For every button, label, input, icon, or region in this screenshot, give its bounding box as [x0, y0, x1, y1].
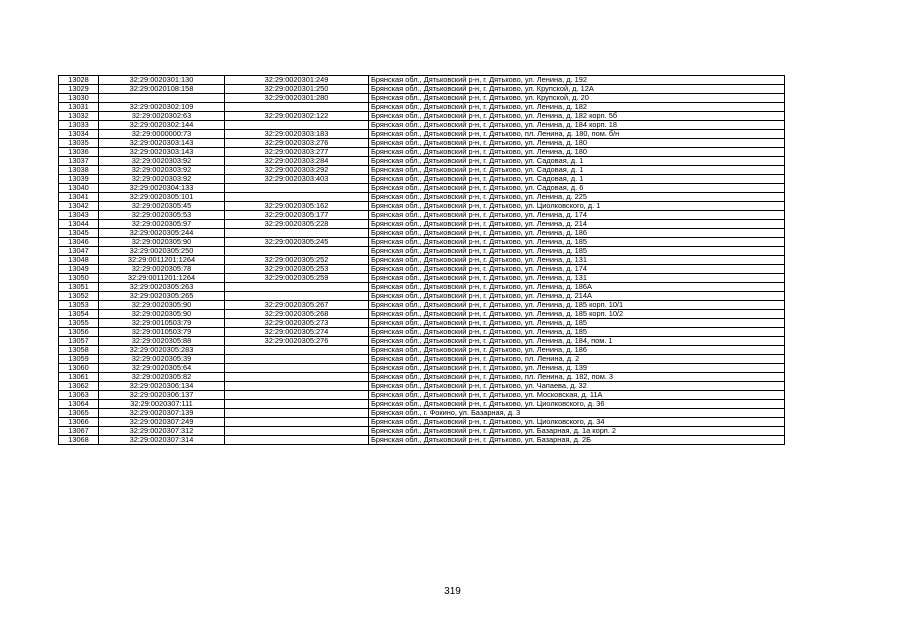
row-number-cell: 13034 [59, 130, 99, 139]
cadastral-number-cell: 32:29:0020305:88 [99, 337, 225, 346]
related-cadastral-number-cell: 32:29:0020301:280 [225, 94, 369, 103]
row-number-cell: 13038 [59, 166, 99, 175]
cadastral-number-cell: 32:29:0020305:283 [99, 346, 225, 355]
table-row [59, 76, 785, 85]
related-cadastral-number-cell [225, 346, 369, 355]
table-row [59, 283, 785, 292]
page-number: 319 [444, 586, 461, 597]
related-cadastral-number-cell: 32:29:0020303:292 [225, 166, 369, 175]
table-row [59, 274, 785, 283]
cadastral-number-cell: 32:29:0020305:250 [99, 247, 225, 256]
cadastral-number-cell: 32:29:0020303:143 [99, 139, 225, 148]
table-row [59, 265, 785, 274]
table-row [59, 319, 785, 328]
table-row [59, 310, 785, 319]
cadastral-number-cell: 32:29:0020305:64 [99, 364, 225, 373]
address-cell: Брянская обл., Дятьковский р-н, г. Дятьково, ул. Ленина, д. 185 [369, 319, 785, 328]
row-number-cell: 13047 [59, 247, 99, 256]
table-row [59, 166, 785, 175]
property-table [58, 75, 785, 445]
row-number-cell: 13068 [59, 436, 99, 445]
row-number-cell: 13056 [59, 328, 99, 337]
related-cadastral-number-cell: 32:29:0020305:252 [225, 256, 369, 265]
cadastral-number-cell: 32:29:0020307:312 [99, 427, 225, 436]
table-row [59, 85, 785, 94]
table-row [59, 364, 785, 373]
related-cadastral-number-cell [225, 355, 369, 364]
address-cell: Брянская обл., Дятьковский р-н, г. Дятьково, ул. Ленина, д. 185 [369, 328, 785, 337]
table-row [59, 409, 785, 418]
row-number-cell: 13039 [59, 175, 99, 184]
address-cell: Брянская обл., Дятьковский р-н, г. Дятьково, ул. Ленина, д. 186А [369, 283, 785, 292]
table-row [59, 112, 785, 121]
row-number-cell: 13063 [59, 391, 99, 400]
cadastral-number-cell: 32:29:0020305:101 [99, 193, 225, 202]
cadastral-number-cell: 32:29:0020305:90 [99, 310, 225, 319]
table-row [59, 139, 785, 148]
address-cell: Брянская обл., Дятьковский р-н, г. Дятьково, ул. Садовая, д. 1 [369, 175, 785, 184]
cadastral-number-cell: 32:29:0020305:82 [99, 373, 225, 382]
row-number-cell: 13053 [59, 301, 99, 310]
address-cell: Брянская обл., Дятьковский р-н, г. Дятьково, ул. Крупской, д. 12А [369, 85, 785, 94]
row-number-cell: 13035 [59, 139, 99, 148]
row-number-cell: 13032 [59, 112, 99, 121]
related-cadastral-number-cell [225, 400, 369, 409]
cadastral-number-cell: 32:29:0020302:144 [99, 121, 225, 130]
related-cadastral-number-cell [225, 247, 369, 256]
table-row [59, 184, 785, 193]
address-cell: Брянская обл., Дятьковский р-н, г. Дятьково, ул. Ленина, д. 174 [369, 265, 785, 274]
row-number-cell: 13060 [59, 364, 99, 373]
cadastral-number-cell: 32:29:0020305:90 [99, 238, 225, 247]
cadastral-number-cell: 32:29:0020307:139 [99, 409, 225, 418]
address-cell: Брянская обл., Дятьковский р-н, г. Дятьково, ул. Ленина, д. 185 [369, 238, 785, 247]
row-number-cell: 13045 [59, 229, 99, 238]
related-cadastral-number-cell [225, 427, 369, 436]
row-number-cell: 13033 [59, 121, 99, 130]
address-cell: Брянская обл., Дятьковский р-н, г. Дятьково, ул. Циолковского, д. 36 [369, 400, 785, 409]
address-cell: Брянская обл., Дятьковский р-н, г. Дятьково, ул. Московская, д. 11А [369, 391, 785, 400]
address-cell: Брянская обл., Дятьковский р-н, г. Дятьково, ул. Ленина, д. 214 [369, 220, 785, 229]
row-number-cell: 13055 [59, 319, 99, 328]
address-cell: Брянская обл., Дятьковский р-н, г. Дятьково, ул. Ленина, д. 131 [369, 274, 785, 283]
table-row [59, 130, 785, 139]
table-row [59, 211, 785, 220]
table-row [59, 292, 785, 301]
cadastral-number-cell: 32:29:0020305:45 [99, 202, 225, 211]
table-row [59, 382, 785, 391]
related-cadastral-number-cell [225, 382, 369, 391]
related-cadastral-number-cell: 32:29:0020301:250 [225, 85, 369, 94]
table-row [59, 157, 785, 166]
cadastral-number-cell: 32:29:0020303:92 [99, 175, 225, 184]
related-cadastral-number-cell: 32:29:0020303:183 [225, 130, 369, 139]
row-number-cell: 13031 [59, 103, 99, 112]
table-row [59, 355, 785, 364]
related-cadastral-number-cell [225, 229, 369, 238]
address-cell: Брянская обл., Дятьковский р-н, г. Дятьково, пл. Ленина, д. 2 [369, 355, 785, 364]
row-number-cell: 13067 [59, 427, 99, 436]
row-number-cell: 13048 [59, 256, 99, 265]
address-cell: Брянская обл., Дятьковский р-н, г. Дятьково, ул. Ленина, д. 131 [369, 256, 785, 265]
address-cell: Брянская обл., Дятьковский р-н, г. Дятьково, ул. Ленина, д. 180 [369, 139, 785, 148]
cadastral-number-cell: 32:29:0010503:79 [99, 319, 225, 328]
address-cell: Брянская обл., Дятьковский р-н, г. Дятьково, ул. Базарная, д. 2Б [369, 436, 785, 445]
row-number-cell: 13030 [59, 94, 99, 103]
table-row [59, 202, 785, 211]
address-cell: Брянская обл., г. Фокино, ул. Базарная, д. 3 [369, 409, 785, 418]
address-cell: Брянская обл., Дятьковский р-н, г. Дятьково, ул. Ленина, д. 184 корп. 18 [369, 121, 785, 130]
row-number-cell: 13058 [59, 346, 99, 355]
address-cell: Брянская обл., Дятьковский р-н, г. Дятьково, ул. Ленина, д. 186 [369, 229, 785, 238]
table-row [59, 373, 785, 382]
address-cell: Брянская обл., Дятьковский р-н, г. Дятьково, ул. Ленина, д. 182 корп. 5б [369, 112, 785, 121]
related-cadastral-number-cell [225, 184, 369, 193]
cadastral-number-cell: 32:29:0020302:109 [99, 103, 225, 112]
row-number-cell: 13041 [59, 193, 99, 202]
cadastral-number-cell: 32:29:0020304:133 [99, 184, 225, 193]
table-row [59, 427, 785, 436]
related-cadastral-number-cell: 32:29:0020305:177 [225, 211, 369, 220]
table-row [59, 256, 785, 265]
table-row [59, 391, 785, 400]
table-row [59, 346, 785, 355]
related-cadastral-number-cell: 32:29:0020305:253 [225, 265, 369, 274]
table-row [59, 94, 785, 103]
address-cell: Брянская обл., Дятьковский р-н, г. Дятьково, ул. Ленина, д. 180 [369, 148, 785, 157]
address-cell: Брянская обл., Дятьковский р-н, г. Дятьково, пл. Ленина, д. 182, пом. 3 [369, 373, 785, 382]
cadastral-number-cell [99, 94, 225, 103]
cadastral-number-cell: 32:29:0011201:1264 [99, 256, 225, 265]
row-number-cell: 13042 [59, 202, 99, 211]
table-row [59, 418, 785, 427]
address-cell: Брянская обл., Дятьковский р-н, г. Дятьково, ул. Ленина, д. 182 [369, 103, 785, 112]
cadastral-number-cell: 32:29:0020306:134 [99, 382, 225, 391]
related-cadastral-number-cell: 32:29:0020303:276 [225, 139, 369, 148]
cadastral-number-cell: 32:29:0020301:130 [99, 76, 225, 85]
address-cell: Брянская обл., Дятьковский р-н, г. Дятьково, ул. Ленина, д. 185 корп. 10/2 [369, 310, 785, 319]
related-cadastral-number-cell [225, 283, 369, 292]
table-row [59, 103, 785, 112]
cadastral-number-cell: 32:29:0020306:137 [99, 391, 225, 400]
related-cadastral-number-cell: 32:29:0020305:273 [225, 319, 369, 328]
address-cell: Брянская обл., Дятьковский р-н, г. Дятьково, ул. Чапаева, д. 32 [369, 382, 785, 391]
cadastral-number-cell: 32:29:0020305:265 [99, 292, 225, 301]
cadastral-number-cell: 32:29:0020303:92 [99, 166, 225, 175]
table-row [59, 229, 785, 238]
cadastral-number-cell: 32:29:0020307:314 [99, 436, 225, 445]
cadastral-number-cell: 32:29:0020305:78 [99, 265, 225, 274]
address-cell: Брянская обл., Дятьковский р-н, г. Дятьково, ул. Ленина, д. 214А [369, 292, 785, 301]
related-cadastral-number-cell [225, 409, 369, 418]
table-row [59, 175, 785, 184]
related-cadastral-number-cell [225, 436, 369, 445]
row-number-cell: 13049 [59, 265, 99, 274]
related-cadastral-number-cell: 32:29:0020302:122 [225, 112, 369, 121]
table-row [59, 436, 785, 445]
row-number-cell: 13052 [59, 292, 99, 301]
row-number-cell: 13040 [59, 184, 99, 193]
row-number-cell: 13050 [59, 274, 99, 283]
row-number-cell: 13064 [59, 400, 99, 409]
related-cadastral-number-cell: 32:29:0020301:249 [225, 76, 369, 85]
related-cadastral-number-cell [225, 292, 369, 301]
address-cell: Брянская обл., Дятьковский р-н, г. Дятьково, пл. Ленина, д. 180, пом. б/н [369, 130, 785, 139]
related-cadastral-number-cell: 32:29:0020305:268 [225, 310, 369, 319]
row-number-cell: 13029 [59, 85, 99, 94]
cadastral-number-cell: 32:29:0020307:111 [99, 400, 225, 409]
cadastral-number-cell: 32:29:0000000:73 [99, 130, 225, 139]
related-cadastral-number-cell [225, 391, 369, 400]
cadastral-number-cell: 32:29:0020305:39 [99, 355, 225, 364]
related-cadastral-number-cell: 32:29:0020305:162 [225, 202, 369, 211]
row-number-cell: 13044 [59, 220, 99, 229]
table-row [59, 247, 785, 256]
row-number-cell: 13043 [59, 211, 99, 220]
row-number-cell: 13036 [59, 148, 99, 157]
cadastral-number-cell: 32:29:0020307:249 [99, 418, 225, 427]
table-row [59, 400, 785, 409]
cadastral-number-cell: 32:29:0020305:90 [99, 301, 225, 310]
cadastral-number-cell: 32:29:0020305:263 [99, 283, 225, 292]
related-cadastral-number-cell: 32:29:0020305:228 [225, 220, 369, 229]
row-number-cell: 13057 [59, 337, 99, 346]
address-cell: Брянская обл., Дятьковский р-н, г. Дятьково, ул. Циолковского, д. 1 [369, 202, 785, 211]
row-number-cell: 13037 [59, 157, 99, 166]
property-table-body [59, 76, 785, 445]
table-row [59, 193, 785, 202]
cadastral-number-cell: 32:29:0010503:79 [99, 328, 225, 337]
row-number-cell: 13061 [59, 373, 99, 382]
row-number-cell: 13046 [59, 238, 99, 247]
related-cadastral-number-cell [225, 373, 369, 382]
related-cadastral-number-cell: 32:29:0020305:259 [225, 274, 369, 283]
table-row [59, 148, 785, 157]
address-cell: Брянская обл., Дятьковский р-н, г. Дятьково, ул. Садовая, д. 1 [369, 166, 785, 175]
address-cell: Брянская обл., Дятьковский р-н, г. Дятьково, ул. Ленина, д. 186 [369, 346, 785, 355]
related-cadastral-number-cell [225, 121, 369, 130]
table-row [59, 121, 785, 130]
address-cell: Брянская обл., Дятьковский р-н, г. Дятьково, ул. Ленина, д. 174 [369, 211, 785, 220]
related-cadastral-number-cell [225, 364, 369, 373]
address-cell: Брянская обл., Дятьковский р-н, г. Дятьково, ул. Садовая, д. 6 [369, 184, 785, 193]
cadastral-number-cell: 32:29:0020302:63 [99, 112, 225, 121]
cadastral-number-cell: 32:29:0011201:1264 [99, 274, 225, 283]
table-row [59, 328, 785, 337]
address-cell: Брянская обл., Дятьковский р-н, г. Дятьково, ул. Ленина, д. 192 [369, 76, 785, 85]
cadastral-number-cell: 32:29:0020305:97 [99, 220, 225, 229]
address-cell: Брянская обл., Дятьковский р-н, г. Дятьково, ул. Ленина, д. 225 [369, 193, 785, 202]
related-cadastral-number-cell: 32:29:0020305:267 [225, 301, 369, 310]
cadastral-number-cell: 32:29:0020108:158 [99, 85, 225, 94]
row-number-cell: 13066 [59, 418, 99, 427]
address-cell: Брянская обл., Дятьковский р-н, г. Дятьково, ул. Ленина, д. 185 корп. 10/1 [369, 301, 785, 310]
related-cadastral-number-cell: 32:29:0020305:276 [225, 337, 369, 346]
related-cadastral-number-cell: 32:29:0020303:403 [225, 175, 369, 184]
address-cell: Брянская обл., Дятьковский р-н, г. Дятьково, ул. Базарная, д. 1а корп. 2 [369, 427, 785, 436]
table-row [59, 301, 785, 310]
table-row [59, 337, 785, 346]
table-row [59, 238, 785, 247]
related-cadastral-number-cell: 32:29:0020303:284 [225, 157, 369, 166]
address-cell: Брянская обл., Дятьковский р-н, г. Дятьково, ул. Ленина, д. 184, пом. 1 [369, 337, 785, 346]
row-number-cell: 13065 [59, 409, 99, 418]
row-number-cell: 13054 [59, 310, 99, 319]
related-cadastral-number-cell: 32:29:0020305:274 [225, 328, 369, 337]
row-number-cell: 13062 [59, 382, 99, 391]
related-cadastral-number-cell: 32:29:0020305:245 [225, 238, 369, 247]
row-number-cell: 13059 [59, 355, 99, 364]
address-cell: Брянская обл., Дятьковский р-н, г. Дятьково, ул. Крупской, д. 20 [369, 94, 785, 103]
address-cell: Брянская обл., Дятьковский р-н, г. Дятьково, ул. Циолковского, д. 34 [369, 418, 785, 427]
row-number-cell: 13051 [59, 283, 99, 292]
address-cell: Брянская обл., Дятьковский р-н, г. Дятьково, ул. Ленина, д. 139 [369, 364, 785, 373]
related-cadastral-number-cell [225, 418, 369, 427]
row-number-cell: 13028 [59, 76, 99, 85]
related-cadastral-number-cell: 32:29:0020303:277 [225, 148, 369, 157]
cadastral-number-cell: 32:29:0020305:244 [99, 229, 225, 238]
related-cadastral-number-cell [225, 193, 369, 202]
cadastral-number-cell: 32:29:0020305:53 [99, 211, 225, 220]
cadastral-number-cell: 32:29:0020303:143 [99, 148, 225, 157]
table-row [59, 220, 785, 229]
related-cadastral-number-cell [225, 103, 369, 112]
address-cell: Брянская обл., Дятьковский р-н, г. Дятьково, ул. Садовая, д. 1 [369, 157, 785, 166]
address-cell: Брянская обл., Дятьковский р-н, г. Дятьково, ул. Ленина, д. 185 [369, 247, 785, 256]
cadastral-number-cell: 32:29:0020303:92 [99, 157, 225, 166]
